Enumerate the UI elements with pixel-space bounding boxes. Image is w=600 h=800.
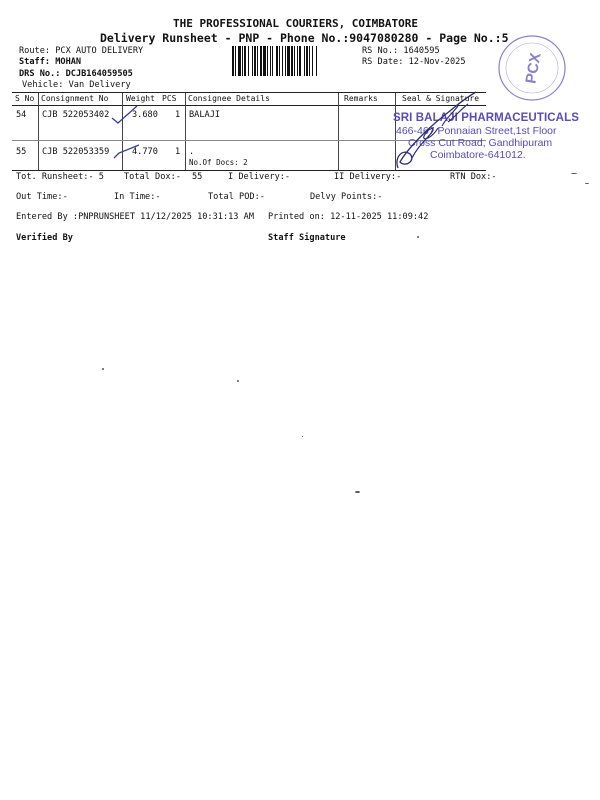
- vehicle-row: [22, 80, 131, 90]
- staff-row: [19, 57, 81, 67]
- total-dox-label: Total Dox:-: [124, 172, 181, 182]
- out-time: Out Time:-: [16, 192, 68, 202]
- col-divider: [185, 93, 186, 171]
- company-title: THE PROFESSIONAL COURIERS, COIMBATORE: [173, 17, 419, 30]
- handwritten-signature: [388, 88, 488, 173]
- stamp-line-3: Cross Cut Road, Gandhipuram: [408, 137, 553, 149]
- row-weight: 3.680: [132, 110, 158, 120]
- entered-by: Entered By :PNPRUNSHEET 11/12/2025 10:31:13 AM: [16, 212, 254, 222]
- stamp-line-1: SRI BALAJI PHARMACEUTICALS: [393, 112, 579, 124]
- staff-value: MOHAN: [55, 57, 82, 67]
- row-consignment: CJB 522053402: [42, 110, 110, 120]
- total-dox-value: 55: [192, 172, 203, 182]
- col-consignee: Consignee Details: [188, 94, 270, 103]
- rs-date-value: 12-Nov-2025: [408, 57, 466, 67]
- row-docs-note: No.Of Docs: 2: [189, 158, 248, 167]
- ii-delivery: II Delivery:-: [334, 172, 402, 182]
- row-pcs: 1: [175, 147, 181, 157]
- scan-speck: [302, 436, 303, 437]
- row-consignment: CJB 522053359: [42, 147, 110, 157]
- col-divider: [338, 93, 339, 171]
- totals-row: [0, 172, 600, 184]
- vehicle-value: Van Delivery: [68, 80, 131, 90]
- route-value: PCX AUTO DELIVERY: [55, 46, 144, 56]
- drs-value: DCJB164059505: [65, 69, 133, 79]
- printed-on: Printed on: 12-11-2025 11:09:42: [268, 212, 429, 222]
- circle-stamp-text: PCX: [522, 51, 545, 85]
- rs-no-label: RS No.:: [362, 46, 399, 56]
- rs-no-row: [362, 46, 440, 56]
- col-remarks: Remarks: [344, 94, 378, 103]
- barcode: [232, 46, 357, 76]
- delivery-points: Delvy Points:-: [310, 192, 383, 202]
- vehicle-label: Vehicle:: [22, 80, 64, 90]
- tot-runsheet-label: Tot. Runsheet:-: [16, 172, 94, 182]
- staff-signature: Staff Signature: [268, 233, 346, 243]
- col-divider: [38, 93, 39, 171]
- route-row: [19, 46, 143, 56]
- runsheet-subtitle: Delivery Runsheet - PNP - Phone No.:9047080280 - Page No.:5: [100, 31, 509, 45]
- tick-mark-icon: [112, 142, 142, 162]
- row-weight: 4.770: [132, 147, 158, 157]
- total-pod: Total POD:-: [208, 192, 265, 202]
- tot-runsheet: [16, 172, 104, 182]
- tot-runsheet-value: 5: [98, 172, 104, 182]
- scan-speck: [237, 380, 239, 382]
- drs-label: DRS No.:: [19, 69, 61, 79]
- drs-row: [19, 69, 133, 79]
- col-seal: Seal & Signature: [402, 94, 480, 103]
- col-sno: S No: [15, 94, 35, 103]
- scan-speck: [102, 368, 104, 370]
- i-delivery: I Delivery:-: [228, 172, 291, 182]
- rs-no-value: 1640595: [403, 46, 440, 56]
- scan-speck: [571, 173, 577, 174]
- route-label: Route:: [19, 46, 51, 56]
- in-time: In Time:-: [114, 192, 161, 202]
- col-pcs: PCS: [162, 94, 177, 103]
- row-sno: 55: [16, 147, 27, 157]
- verified-by: Verified By: [16, 233, 73, 243]
- row-pcs: 1: [175, 110, 181, 120]
- col-weight: Weight: [126, 94, 155, 103]
- row-consignee: .: [189, 147, 195, 157]
- rtn-dox: RTN Dox:-: [450, 172, 497, 182]
- staff-label: Staff:: [19, 57, 51, 67]
- scan-speck: [585, 183, 589, 184]
- scan-speck: [355, 491, 360, 493]
- col-consignment: Consignment No: [41, 94, 109, 103]
- row-sno: 54: [16, 110, 27, 120]
- stamp-line-4: Coimbatore-641012.: [430, 149, 526, 161]
- rs-date-label: RS Date:: [362, 57, 404, 67]
- times-row: [0, 192, 600, 204]
- stamp-line-2: 466-467 Ponnaian Street,1st Floor: [396, 125, 557, 137]
- tick-mark-icon: [110, 104, 140, 124]
- rs-date-row: [362, 57, 466, 67]
- row-consignee: BALAJI: [189, 110, 221, 120]
- scan-speck: [417, 236, 419, 238]
